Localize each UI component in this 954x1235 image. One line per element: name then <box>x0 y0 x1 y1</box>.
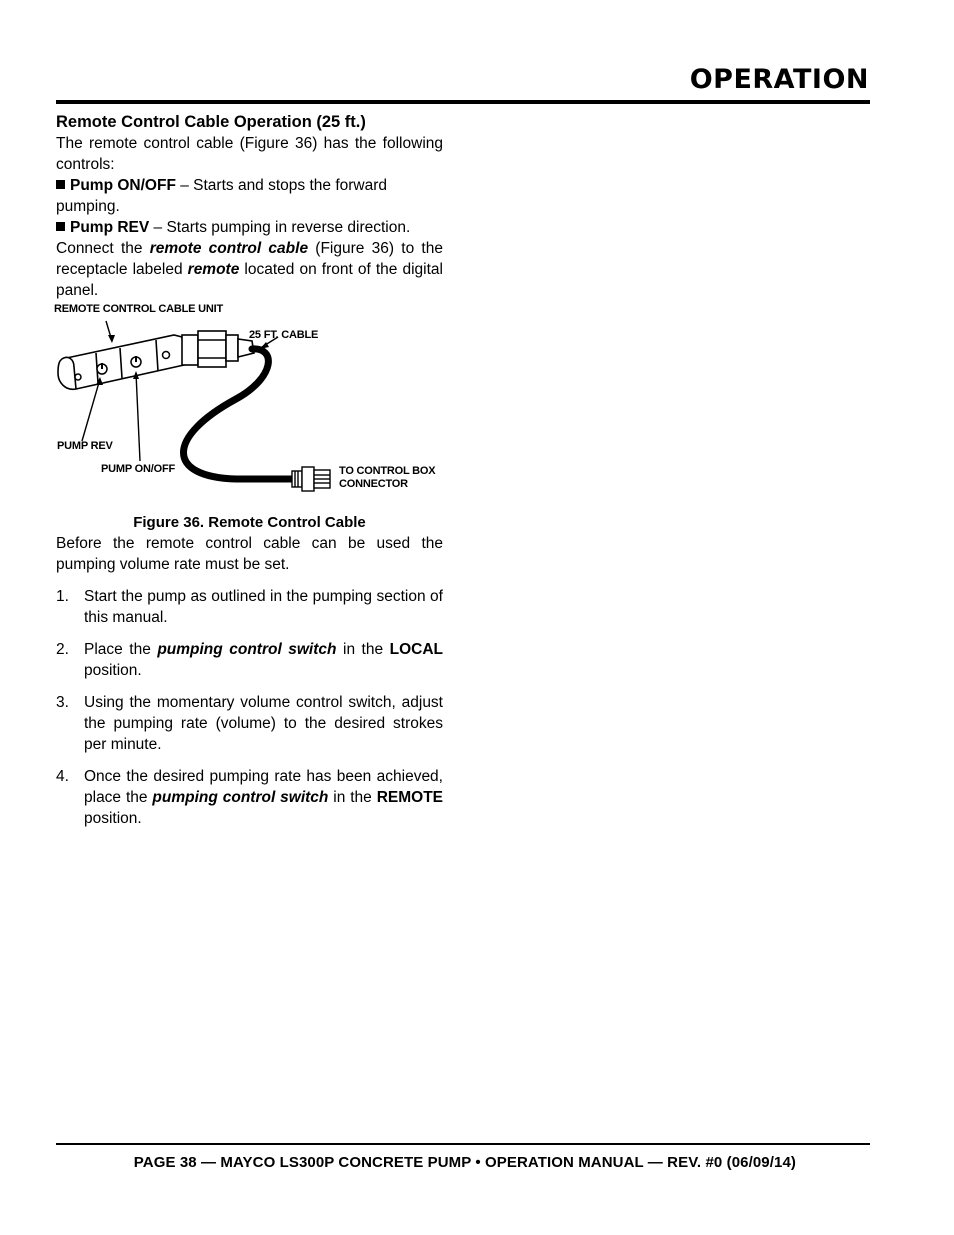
step-number: 3. <box>56 694 69 711</box>
header-rule <box>56 100 870 104</box>
step-strong: REMOTE <box>376 789 444 806</box>
connect-text: (Figure 36) to the receptacle labeled <box>56 240 443 278</box>
step-emphasis: pumping control switch <box>157 641 337 658</box>
list-item <box>56 692 443 755</box>
step-text: Start the pump as outlined in the pumping section of this manual. <box>84 588 443 626</box>
bullet-label: Pump REV <box>70 219 150 236</box>
footer-rule <box>56 1143 870 1145</box>
step-text: Using the momentary volume control switch, adjust the pumping rate (volume) to the desired strokes per minute. <box>84 694 443 753</box>
bullet-label: Pump ON/OFF <box>70 177 176 194</box>
section-title: Remote Control Cable Operation (25 ft.) <box>56 113 366 131</box>
label-cable-unit: REMOTE CONTROL CABLE UNIT <box>54 303 223 315</box>
page-footer: PAGE 38 — MAYCO LS300P CONCRETE PUMP • OPERATION MANUAL — REV. #0 (06/09/14) <box>133 1154 796 1171</box>
connect-paragraph <box>56 238 443 301</box>
bullet-pump-onoff <box>56 175 443 217</box>
page-header-title: OPERATION <box>689 64 869 95</box>
bullet-text: – Starts pumping in reverse direction. <box>149 219 411 236</box>
step-strong: LOCAL <box>389 641 443 658</box>
before-paragraph: Before the remote control cable can be used the pumping volume rate must be set. <box>56 535 443 573</box>
list-item <box>56 639 443 681</box>
figure-caption: Figure 36. Remote Control Cable <box>133 514 366 531</box>
step-text: position. <box>84 662 142 679</box>
label-connector-line2: CONNECTOR <box>339 478 408 490</box>
main-column <box>56 112 443 840</box>
label-pump-rev: PUMP REV <box>57 440 113 452</box>
step-text: in the <box>328 789 377 806</box>
connect-emphasis: remote control cable <box>149 240 309 257</box>
bullet-pump-rev <box>56 217 443 238</box>
step-number: 2. <box>56 641 69 658</box>
label-pump-onoff: PUMP ON/OFF <box>101 463 175 475</box>
intro-paragraph: The remote control cable (Figure 36) has the following controls: <box>56 135 443 173</box>
bullet-square-icon <box>56 222 65 231</box>
connect-text: Connect the <box>56 240 150 257</box>
step-text: in the <box>336 641 390 658</box>
step-text: Place the <box>84 641 158 658</box>
label-25ft-cable: 25 FT. CABLE <box>249 329 319 341</box>
bullet-square-icon <box>56 180 65 189</box>
label-connector-line1: TO CONTROL BOX <box>339 465 436 477</box>
list-item <box>56 586 443 628</box>
step-text: position. <box>84 810 142 827</box>
list-item <box>56 766 443 829</box>
step-text: Once the desired pumping rate has been achieved, place the <box>84 768 443 806</box>
step-number: 4. <box>56 768 69 785</box>
step-number: 1. <box>56 588 69 605</box>
steps-list <box>56 586 443 829</box>
bullet-text: – Starts and stops the forward pumping. <box>56 177 388 215</box>
step-emphasis: pumping control switch <box>152 789 329 806</box>
connect-text: located on front of the digital panel. <box>56 261 443 299</box>
remote-control-cable-figure <box>54 303 443 512</box>
connect-emphasis: remote <box>187 261 240 278</box>
